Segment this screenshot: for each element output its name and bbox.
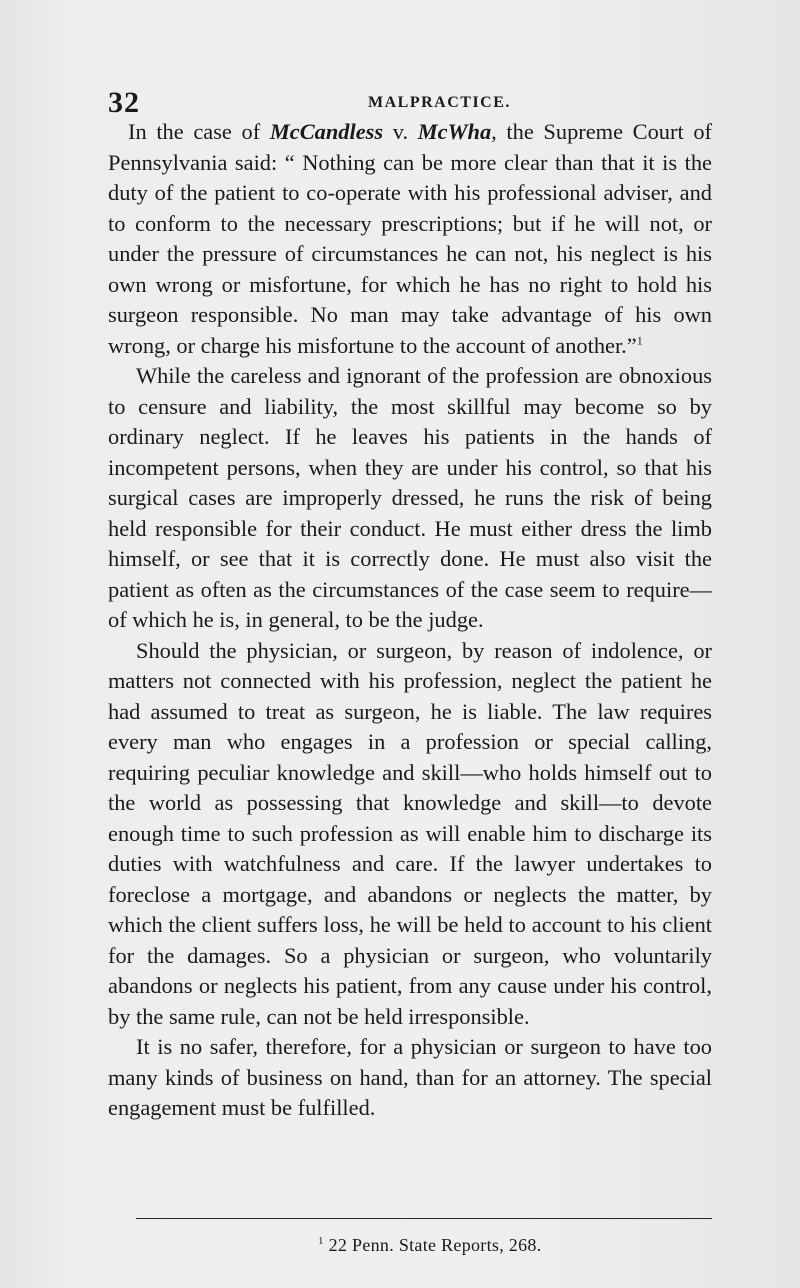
body-text xyxy=(108,117,712,1124)
paragraph-2: While the careless and ignorant of the profession are obnoxious to censure and liability, the most skillful may become so by ordinary neglect. If he leaves his patients in the hands of incompetent persons, when they are under his control, so that his surgical cases are improperly dressed, he runs the risk of being held responsible for their conduct. He must either dress the limb himself, or see that it is correctly done. He must also visit the patient as often as the circumstances of the case seem to require—of which he is, in general, to be the judge. xyxy=(108,363,712,632)
paragraph-1-text: , the Supreme Court of Pennsylvania said: “ Nothing can be more clear than that it is the duty of the patient to co-operate with his professional adviser, and to conform to the necessary prescriptions; but if he will not, or under the pressure of circumstances he can not, his neglect is his own wrong or misfortune, for which he has no right to hold his surgeon responsible. No man may take advantage of his own wrong, or charge his misfortune to the account of another.” xyxy=(108,119,712,358)
case-defendant: McWha xyxy=(417,119,492,144)
footnote xyxy=(318,1235,542,1256)
page-number: 32 xyxy=(108,86,140,119)
case-intro: In the case of xyxy=(128,119,270,144)
footnote-text: 22 Penn. State Reports, 268. xyxy=(328,1235,542,1255)
paragraph-1 xyxy=(108,117,712,361)
paragraph-3: Should the physician, or surgeon, by reason of indolence, or matters not connected with his profession, neglect the patient he had assumed to treat as surgeon, he is liable. The law requires every man who engages in a profession or special calling, requiring peculiar knowledge and skill—who holds himself out to the world as possessing that knowledge and skill—to devote enough time to such profession as will enable him to discharge its duties with watchfulness and care. If the lawyer undertakes to foreclose a mortgage, and abandons or neglects the matter, by which the client suffers loss, he will be held to account to his client for the damages. So a physician or surgeon, who voluntarily abandons or neglects his patient, from any cause under his control, by the same rule, can not be held irresponsible. xyxy=(108,637,712,1029)
footnote-marker: 1 xyxy=(318,1235,324,1247)
footnote-reference: 1 xyxy=(636,333,643,348)
footnote-divider xyxy=(136,1218,712,1219)
paragraph-4: It is no safer, therefore, for a physician or surgeon to have too many kinds of business on hand, than for an attorney. The special engagement must be fulfilled. xyxy=(108,1034,712,1120)
case-plaintiff: McCandless xyxy=(269,119,384,144)
case-versus: v. xyxy=(383,119,418,144)
running-head: MALPRACTICE. xyxy=(368,94,511,111)
